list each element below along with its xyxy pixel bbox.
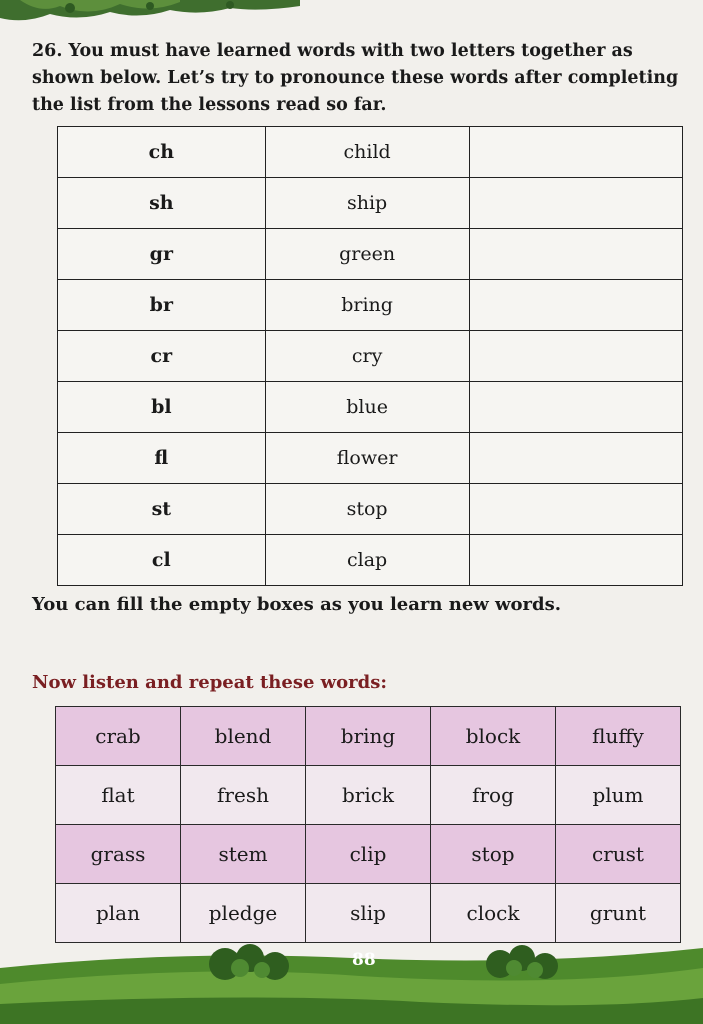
example-word: stop [265, 484, 469, 535]
blend-letters: cl [58, 535, 266, 586]
word-cell: fluffy [556, 707, 681, 766]
word-cell: block [431, 707, 556, 766]
word-cell: stop [431, 825, 556, 884]
word-cell: plan [56, 884, 181, 943]
word-grid-row [56, 825, 681, 884]
example-word: blue [265, 382, 469, 433]
empty-box[interactable] [469, 535, 682, 586]
blend-table [57, 126, 683, 586]
table-row [58, 484, 683, 535]
example-word: ship [265, 178, 469, 229]
table-row [58, 535, 683, 586]
example-word: bring [265, 280, 469, 331]
example-word: green [265, 229, 469, 280]
table-row [58, 229, 683, 280]
fill-note: You can fill the empty boxes as you learn new words. [32, 594, 562, 615]
blend-letters: ch [58, 127, 266, 178]
word-cell: frog [431, 766, 556, 825]
blend-letters: bl [58, 382, 266, 433]
word-grid-row [56, 766, 681, 825]
listen-heading: Now listen and repeat these words: [32, 672, 388, 693]
page-number: 88 [352, 950, 376, 970]
blend-letters: cr [58, 331, 266, 382]
word-cell: grunt [556, 884, 681, 943]
word-cell: blend [181, 707, 306, 766]
example-word: child [265, 127, 469, 178]
word-cell: clock [431, 884, 556, 943]
word-cell: crust [556, 825, 681, 884]
empty-box[interactable] [469, 484, 682, 535]
example-word: flower [265, 433, 469, 484]
table-row [58, 280, 683, 331]
blend-letters: fl [58, 433, 266, 484]
word-cell: flat [56, 766, 181, 825]
word-cell: clip [306, 825, 431, 884]
word-grid [55, 706, 681, 943]
empty-box[interactable] [469, 433, 682, 484]
empty-box[interactable] [469, 382, 682, 433]
word-cell: brick [306, 766, 431, 825]
table-row [58, 178, 683, 229]
example-word: clap [265, 535, 469, 586]
table-row [58, 127, 683, 178]
example-word: cry [265, 331, 469, 382]
word-cell: crab [56, 707, 181, 766]
empty-box[interactable] [469, 280, 682, 331]
word-grid-row [56, 707, 681, 766]
table-row [58, 433, 683, 484]
blend-letters: br [58, 280, 266, 331]
blend-letters: gr [58, 229, 266, 280]
word-cell: plum [556, 766, 681, 825]
word-cell: pledge [181, 884, 306, 943]
word-grid-row [56, 884, 681, 943]
empty-box[interactable] [469, 229, 682, 280]
top-foliage-illustration [0, 0, 300, 26]
word-cell: stem [181, 825, 306, 884]
blend-letters: sh [58, 178, 266, 229]
table-row [58, 331, 683, 382]
empty-box[interactable] [469, 178, 682, 229]
table-row [58, 382, 683, 433]
word-cell: slip [306, 884, 431, 943]
blend-letters: st [58, 484, 266, 535]
word-cell: grass [56, 825, 181, 884]
word-cell: bring [306, 707, 431, 766]
empty-box[interactable] [469, 331, 682, 382]
empty-box[interactable] [469, 127, 682, 178]
word-cell: fresh [181, 766, 306, 825]
exercise-instruction: 26. You must have learned words with two letters together as shown below. Let’s try to pronounce these words after completing the list from the lessons read so far. [32, 41, 679, 115]
